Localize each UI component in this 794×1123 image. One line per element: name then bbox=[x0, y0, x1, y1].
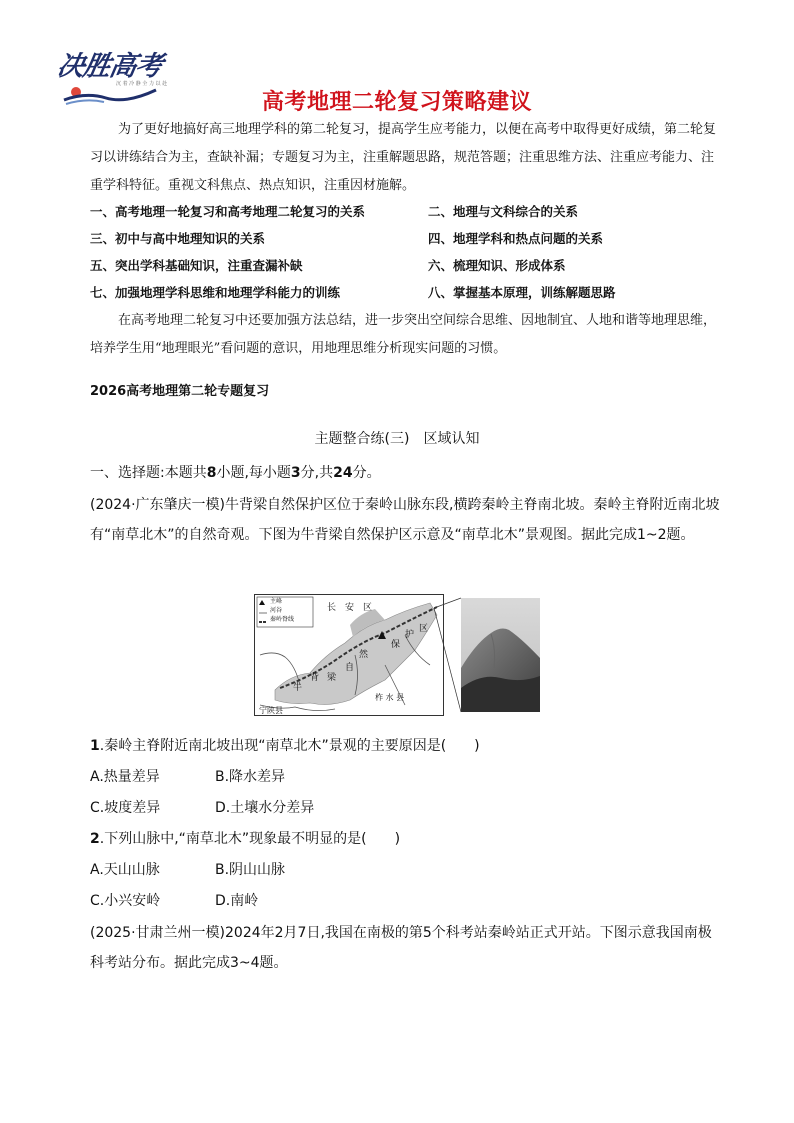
reserve-label-char: 然 bbox=[359, 650, 369, 660]
reserve-label-char: 护 bbox=[405, 630, 415, 640]
material-text-2: (2025·甘肃兰州一模)2024年2月7日,我国在南极的第5个科考站秦岭站正式开站。下图示意我国南极科考站分布。据此完成3~4题。 bbox=[90, 925, 712, 971]
figure bbox=[254, 594, 540, 716]
option-a[interactable]: A.天山山脉 bbox=[90, 862, 160, 878]
question-2: 2.下列山脉中,“南草北木”现象最不明显的是( ) bbox=[90, 831, 401, 847]
label-ningshan: 宁陕县 bbox=[259, 706, 283, 715]
reserve-label-char: 背 bbox=[310, 673, 320, 683]
map-legend: 主峰 河谷 秦岭脊线 bbox=[270, 598, 295, 623]
logo-text: 决胜高考 bbox=[54, 51, 165, 82]
q1-options-row bbox=[90, 762, 285, 792]
outline-item: 六、梳理知识、形成体系 bbox=[428, 258, 566, 273]
outline-item: 一、高考地理一轮复习和高考地理二轮复习的关系 bbox=[90, 204, 366, 219]
material-text-1: (2024·广东肇庆一模)牛背梁自然保护区位于秦岭山脉东段,横跨秦岭主脊南北坡。秦岭主脊附近南北坡有“南草北木”的自然奇观。下图为牛背梁自然保护区示意及“南草北木”景观图。据此完成1~2题。 bbox=[90, 497, 720, 543]
reserve-label-char: 保 bbox=[391, 640, 401, 650]
option-b[interactable]: B.阴山山脉 bbox=[215, 862, 286, 878]
section-instruction: 一、选择题:本题共8小题,每小题3分,共24分。 bbox=[90, 465, 381, 481]
reserve-label-char: 自 bbox=[345, 663, 355, 673]
method-paragraph: 在高考地理二轮复习中还要加强方法总结，进一步突出空间综合思维、因地制宜、人地和谐等地理思维，培养学生用“地理眼光”看问题的意识，用地理思维分析现实问题的习惯。 bbox=[90, 313, 717, 356]
reserve-label-char: 牛 bbox=[293, 683, 303, 693]
logo-subtext: 沉 着 冷 静 全 力 以 赴 bbox=[116, 81, 168, 87]
option-c[interactable]: C.小兴安岭 bbox=[90, 893, 161, 909]
option-a[interactable]: A.热量差异 bbox=[90, 769, 160, 785]
outline-row bbox=[90, 198, 730, 225]
outline-item: 七、加强地理学科思维和地理学科能力的训练 bbox=[90, 285, 341, 300]
outline-row bbox=[90, 279, 730, 306]
q2-options-row bbox=[90, 886, 258, 916]
q1-options-row bbox=[90, 793, 314, 823]
outline-row bbox=[90, 225, 730, 252]
option-d[interactable]: D.南岭 bbox=[215, 893, 259, 909]
exercise-subtitle: 主题整合练(三) 区域认知 bbox=[314, 431, 480, 447]
outline-item: 八、掌握基本原理，训练解题思路 bbox=[428, 285, 616, 300]
q2-options-row bbox=[90, 855, 285, 885]
option-d[interactable]: D.土壤水分差异 bbox=[215, 800, 315, 816]
option-c[interactable]: C.坡度差异 bbox=[90, 800, 161, 816]
outline-item: 三、初中与高中地理知识的关系 bbox=[90, 231, 266, 246]
label-changan: 长 安 区 bbox=[327, 603, 373, 613]
intro-paragraph: 为了更好地搞好高三地理学科的第二轮复习，提高学生应考能力，以便在高考中取得更好成绩，第二轮复习以讲练结合为主，查缺补漏；专题复习为主，注重解题思路，规范答题；注重思维方法、注重应考能力、注重学科特征。重视文科焦点、热点知识，注重因材施解。 bbox=[90, 122, 717, 193]
reserve-label-char: 区 bbox=[419, 624, 429, 634]
strategy-outline bbox=[90, 198, 730, 306]
reserve-label-char: 梁 bbox=[327, 673, 337, 683]
reserve-map bbox=[254, 594, 444, 716]
label-zhashui: 柞 水 县 bbox=[375, 693, 405, 702]
outline-row bbox=[90, 252, 730, 279]
outline-item: 二、地理与文科综合的关系 bbox=[428, 204, 579, 219]
page-title: 高考地理二轮复习策略建议 bbox=[261, 90, 532, 115]
question-1: 1.秦岭主脊附近南北坡出现“南草北木”景观的主要原因是( ) bbox=[90, 738, 480, 754]
outline-item: 五、突出学科基础知识，注重查漏补缺 bbox=[90, 258, 303, 273]
outline-item: 四、地理学科和热点问题的关系 bbox=[428, 231, 604, 246]
section-heading: 2026高考地理第二轮专题复习 bbox=[90, 384, 270, 399]
landscape-photo bbox=[461, 598, 540, 712]
option-b[interactable]: B.降水差异 bbox=[215, 769, 286, 785]
